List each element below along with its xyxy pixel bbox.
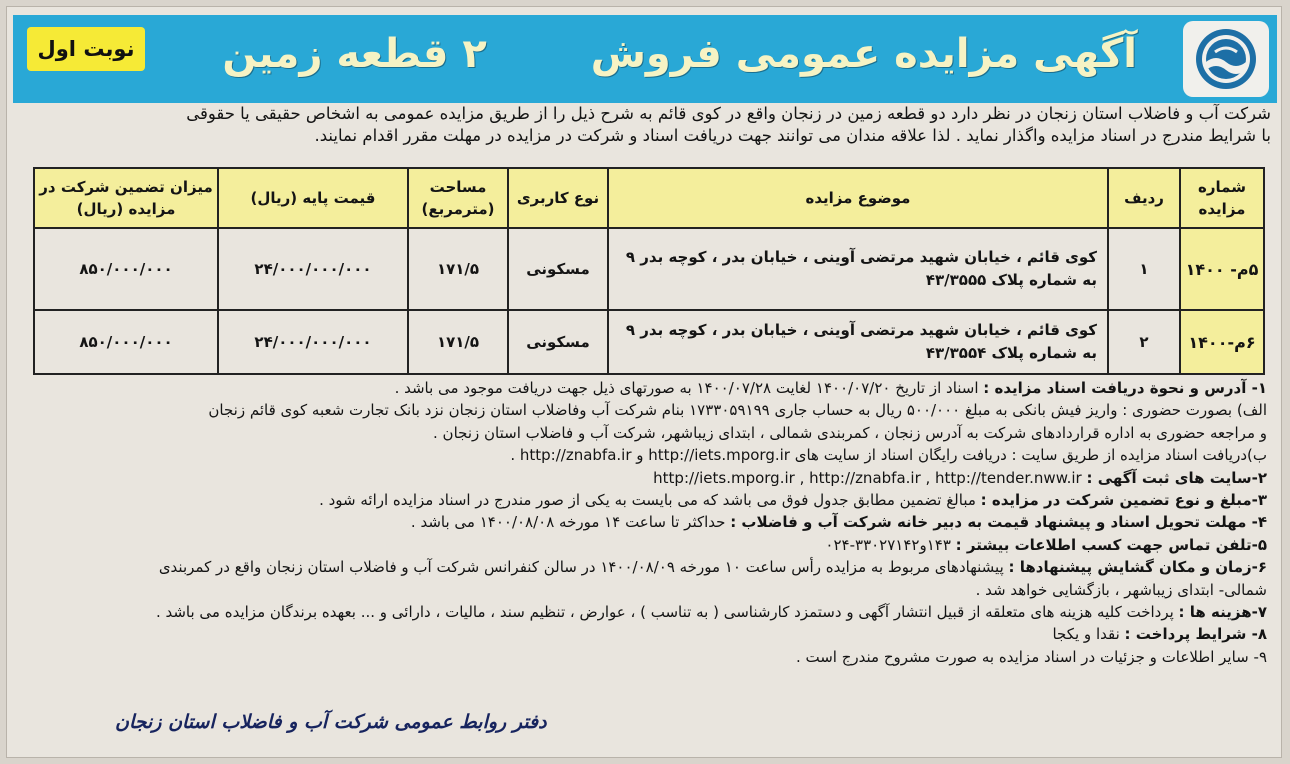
term-item (17, 399, 1267, 421)
term-text: شمالی- ابتدای زیباشهر ، بازگشایی خواهد شد . (975, 580, 1267, 599)
round-badge: نوبت اول (27, 27, 145, 71)
term-text: الف) بصورت حضوری : واریز فیش بانکی به مبلغ ۵۰۰/۰۰۰ ریال به حساب جاری ۱۷۳۳۰۵۹۱۹۹ بنام شرکت آب وفاضلاب استان زنجان نزد بانک تجارت شعبه کوی قائم زنجان (208, 401, 1267, 420)
term-heading: ۵-تلفن تماس جهت کسب اطلاعات بیشتر : (955, 535, 1267, 554)
cell-base-price: ۲۴/۰۰۰/۰۰۰/۰۰۰ (218, 310, 408, 374)
term-item (17, 444, 1267, 466)
intro-line: با شرایط مندرج در اسناد مزایده واگذار نماید . لذا علاقه مندان می توانند جهت دریافت اسناد و شرکت در مزایده در مهلت مقرر اقدام نمایند. (314, 126, 1271, 145)
term-heading: ۷-هزینه ها : (1178, 603, 1267, 622)
header-row: ردیف (1108, 168, 1180, 228)
term-text: اسناد از تاریخ ۱۴۰۰/۰۷/۲۰ لغایت ۱۴۰۰/۰۷/۲۸ به صورتهای ذیل جهت دریافت موجود می باشد . (394, 379, 984, 397)
term-item (17, 646, 1267, 668)
cell-area: ۱۷۱/۵ (408, 228, 508, 310)
cell-area: ۱۷۱/۵ (408, 310, 508, 374)
term-item (17, 489, 1267, 511)
subject-line: کوی قائم ، خیابان شهید مرتضی آوینی ، خیابان بدر ، کوچه بدر ۹ (625, 248, 1097, 266)
table-row (34, 228, 1264, 310)
cell-row: ۲ (1108, 310, 1180, 374)
term-text: ب)دریافت اسناد مزایده از طریق سایت : دریافت رایگان اسناد از سایت های http://iets.mporg.ir و http://znabfa.ir . (510, 446, 1267, 465)
term-heading: ۶-زمان و مکان گشایش پیشنهادها : (1008, 558, 1267, 577)
page-title (222, 31, 1137, 77)
term-text: ۱۴۳و۳۳۰۲۷۱۴۲-۰۲۴ (825, 535, 956, 554)
cell-guarantee: ۸۵۰/۰۰۰/۰۰۰ (34, 228, 218, 310)
term-item (17, 422, 1267, 444)
term-item (17, 534, 1267, 556)
term-heading: ۴- مهلت تحویل اسناد و پیشنهاد قیمت به دبیر خانه شرکت آب و فاضلاب : (730, 513, 1267, 532)
title-count: ۲ قطعه زمین (222, 31, 487, 77)
term-text: نقدا و یکجا (1052, 625, 1125, 644)
cell-usage: مسکونی (508, 310, 608, 374)
term-item (17, 556, 1267, 578)
term-text: پیشنهادهای مربوط به مزایده رأس ساعت ۱۰ مورخه ۱۴۰۰/۰۸/۰۹ در سالن کنفرانس شرکت آب و فاضلاب استان زنجان واقع در کمربندی (158, 558, 1009, 577)
cell-row: ۱ (1108, 228, 1180, 310)
header-band (13, 15, 1277, 103)
header-number: شماره مزایده (1180, 168, 1264, 228)
water-drop-logo-icon (1193, 26, 1259, 92)
cell-usage: مسکونی (508, 228, 608, 310)
term-item (17, 601, 1267, 623)
cell-base-price: ۲۴/۰۰۰/۰۰۰/۰۰۰ (218, 228, 408, 310)
term-text: حداکثر تا ساعت ۱۴ مورخه ۱۴۰۰/۰۸/۰۸ می باشد . (410, 513, 731, 532)
term-text: http://iets.mporg.ir , http://znabfa.ir , http://tender.nww.ir (653, 468, 1087, 487)
newspaper-ad (6, 6, 1282, 758)
term-item (17, 623, 1267, 645)
auction-table (33, 167, 1265, 375)
term-item (17, 579, 1267, 601)
cell-guarantee: ۸۵۰/۰۰۰/۰۰۰ (34, 310, 218, 374)
cell-subject (608, 228, 1108, 310)
term-heading: ۸- شرایط پرداخت : (1124, 625, 1267, 644)
term-heading: ۳-مبلغ و نوع تضمین شرکت در مزایده : (980, 491, 1267, 510)
header-usage: نوع کاربری (508, 168, 608, 228)
term-heading: ۱- آدرس و نحوة دریافت اسناد مزایده : (983, 379, 1267, 397)
table-row (34, 310, 1264, 374)
term-text: پرداخت کلیه هزینه های متعلقه از قبیل انتشار آگهی و دستمزد کارشناسی ( به تناسب ) ، عوارض ، تنظیم سند ، مالیات ، دارائی و ... بعهده برندگان مزایده می باشد . (155, 603, 1179, 622)
term-text: و مراجعه حضوری به اداره قراردادهای شرکت به آدرس زنجان ، کمربندی شمالی ، ابتدای زیباشهر، شرکت آب و فاضلاب استان زنجان . (433, 423, 1267, 442)
header-area: مساحت (مترمربع) (408, 168, 508, 228)
logo (1183, 21, 1269, 97)
header-base-price: قیمت پایه (ریال) (218, 168, 408, 228)
term-text: ۹- سایر اطلاعات و جزئیات در اسناد مزایده به صورت مشروح مندرج است . (795, 647, 1267, 666)
subject-line: کوی قائم ، خیابان شهید مرتضی آوینی ، خیابان بدر ، کوچه بدر ۹ (625, 321, 1097, 339)
intro-paragraph (13, 103, 1271, 147)
header-guarantee: میزان تضمین شرکت در مزایده (ریال) (34, 168, 218, 228)
term-heading: ۲-سایت های ثبت آگهی : (1086, 468, 1267, 487)
title-main: آگهی مزایده عمومی فروش (590, 31, 1137, 77)
cell-number: ۶م-۱۴۰۰ (1180, 310, 1264, 374)
term-item (17, 467, 1267, 489)
term-item (17, 377, 1267, 399)
subject-line: به شماره پلاک ۴۳/۳۵۵۴ (925, 344, 1097, 362)
header-subject: موضوع مزایده (608, 168, 1108, 228)
table-header-row (34, 168, 1264, 228)
terms-list (17, 377, 1267, 668)
intro-line: شرکت آب و فاضلاب استان زنجان در نظر دارد دو قطعه زمین در زنجان واقع در کوی قائم به شرح ذیل را از طریق مزایده عمومی به اشخاص حقیقی یا حقوقی (186, 104, 1271, 123)
term-item (17, 511, 1267, 533)
term-text: مبالغ تضمین مطابق جدول فوق می باشد که می بایست به یکی از صور مندرج در اسناد مزایده ارائه شود . (319, 491, 981, 510)
footer-signature: دفتر روابط عمومی شرکت آب و فاضلاب استان زنجان (115, 711, 547, 733)
cell-subject (608, 310, 1108, 374)
subject-line: به شماره پلاک ۴۳/۳۵۵۵ (925, 271, 1097, 289)
cell-number: ۵م- ۱۴۰۰ (1180, 228, 1264, 310)
